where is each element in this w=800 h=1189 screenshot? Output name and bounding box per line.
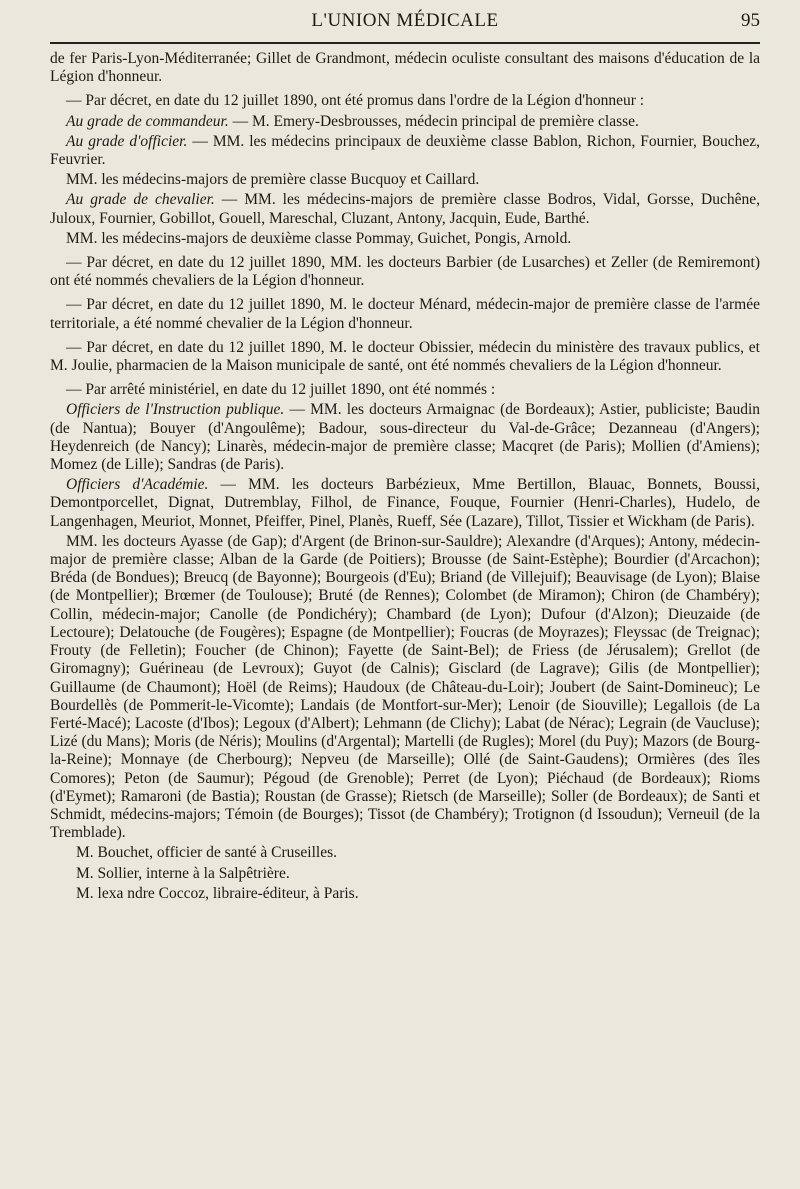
paragraph: — Par décret, en date du 12 juillet 1890, MM. les docteurs Barbier (de Lusarches) et Zeller (de Remiremont) ont été nommés chevaliers de la Légion d'honneur. xyxy=(50,254,760,290)
grade-label: Au grade de chevalier. xyxy=(66,191,215,209)
paragraph: de fer Paris-Lyon-Méditerranée; Gillet de Grandmont, médecin oculiste consultant des maisons d'éducation de la Légion d'honneur. xyxy=(50,50,760,86)
paragraph-text: — MM. les docteurs Barbézieux, Mme Bertillon, Blauac, Bonnets, Boussi, Demontporcellet, Dignat, Dutremblay, Filhol, de Finance, Fouque, Fournier (Henri-Charles), Hudelo, de Langenhagen, Meuriot, Monnet, Pfeiffer, Pinel, Planès, Rueff, Sée (Lazare), Tillot, Tissier et Wickham (de Paris). xyxy=(50,476,760,530)
paragraph: Au grade de commandeur. — M. Emery-Desbrousses, médecin principal de première classe. xyxy=(66,112,639,130)
grade-label: Au grade d'officier. xyxy=(66,132,188,150)
paragraph: — Par décret, en date du 12 juillet 1890, M. le docteur Obissier, médecin du ministère des travaux publics, et M. Joulie, pharmacien de la Maison municipale de santé, ont été nommés chevaliers de la Légion d'honneur. xyxy=(50,338,760,375)
paragraph: Au grade d'officier. — MM. les médecins principaux de deuxième classe Bablon, Richon, Fournier, Bouchez, Feuvrier. xyxy=(50,132,761,169)
paragraph xyxy=(50,401,760,474)
section-label: Officiers d'Académie. xyxy=(66,476,209,494)
running-title: L'UNION MÉDICALE xyxy=(311,10,499,31)
paragraph-text: MM. les médecins-majors de première classe Bodros, Vidal, Gorsse, Duchêne, Juloux, Fournier, Gobillot, Gouell, Mareschal, Cluzant, Antony, Jacquin, Eude, Barthé. xyxy=(50,191,760,227)
paragraph-text: — MM. les docteurs Armaignac (de Bordeaux); Astier, publiciste; Baudin (de Nantua); Bouyer (d'Angoulême); Badour, sous-directeur du Val-de-Grâce; Dezanneau (d'Angers); Heydenreich (de Nancy); Linarès, médecin-major de première classe; Macqret (de Paris); Mollien (d'Amiens); Momez (de Lille); Sandras (de Paris). xyxy=(50,401,761,474)
paragraph: M. Sollier, interne à la Salpêtrière. xyxy=(76,864,290,882)
header-rule xyxy=(50,42,760,44)
page-header xyxy=(50,8,760,38)
paragraph: MM. les docteurs Ayasse (de Gap); d'Argent (de Brinon-sur-Sauldre); Alexandre (d'Arques); Antony, médecin-major de première classe; Alban de la Garde (de Poitiers); Brousse (de Saint-Estèphe); Bourdier (d'Arcachon); Bréda (de Bondues); Breucq (de Bayonne); Bourgeois (d'Eu); Briand (de Villejuif); Beauvisage (de Lyon); Blaise (de Montpellier); Brœmer (de Toulouse); Bruté (de Rennes); Colombet (de Miramon); Chiron (de Chambéry); Collin, médecin-major; Canolle (de Pondichéry); Chambard (de Lyon); Dufour (d'Alzon); Dieuzaide (de Lectoure); Delatouche (de Fougères); Espagne (de Montpellier); Foucras (de Moyrazes); Fleyssac (de Treignac); Frouty (de Felletin); Foucher (de Chinon); Fayette (de Saint-Bel); de Friess (de Jérusalem); Grellot (de Giromagny); Guérineau (de Levroux); Guyot (de Calnis); Gisclard (de Lagrave); Gilis (de Montpellier); Guillaume (de Chaumont); Hoël (de Reims); Haudoux (de Château-du-Loir); Joubert (de Saint-Domineuc); Le Bourdellès (de Pommerit-le-Vicomte); Landais (de Montfort-sur-Mer); Lenoir (de Siouville); Legallois (de La Ferté-Macé); Lacoste (d'Ibos); Legoux (d'Albert); Lehmann (de Clichy); Labat (de Nérac); Legrain (de Vaucluse); Lizé (du Mans); Moris (de Néris); Moulins (d'Argental); Martelli (de Rugles); Morel (du Puy); Mazors (de Bourg-la-Reine); Monnaye (de Cherbourg); Nepveu (de Marseille); Ollé (de Saint-Gaudens); Ormières (des îles Comores); Peton (de Saumur); Pégoud (de Grenoble); Perret (de Lyon); Piéchaud (de Bordeaux); Rioms (d'Eymet); Ramaroni (de Bastia); Roustan (de Grasse); Rietsch (de Marseille); Soller (de Bordeaux); de Santi et Schmidt, médecins-majors; Témoin (de Bourges); Tissot (de Chambéry); Trotignon (d Issoudun); Verneuil (de la Tremblade). xyxy=(50,532,760,842)
paragraph-text: MM. les médecins principaux de deuxième classe Bablon, Richon, Fournier, Bouchez, Feuvrier. xyxy=(50,132,761,169)
page-number: 95 xyxy=(741,10,760,31)
paragraph: — Par arrêté ministériel, en date du 12 juillet 1890, ont été nommés : xyxy=(66,381,496,399)
body-text xyxy=(50,50,760,903)
paragraph: MM. les médecins-majors de première classe Bucquoy et Caillard. xyxy=(66,171,480,189)
paragraph: M. Bouchet, officier de santé à Cruseilles. xyxy=(76,844,337,862)
paragraph: MM. les médecins-majors de deuxième classe Pommay, Guichet, Pongis, Arnold. xyxy=(66,229,572,247)
paragraph: Au grade de chevalier. — MM. les médecins-majors de première classe Bodros, Vidal, Gorsse, Duchêne, Juloux, Fournier, Gobillot, Gouell, Mareschal, Cluzant, Antony, Jacquin, Eude, Barthé. xyxy=(50,191,760,227)
paragraph-text: M. Emery-Desbrousses, médecin principal de première classe. xyxy=(251,112,639,130)
grade-label: Au grade de commandeur. xyxy=(66,112,229,130)
paragraph: M. lexa ndre Coccoz, libraire-éditeur, à Paris. xyxy=(76,884,359,902)
paragraph xyxy=(50,476,760,531)
paragraph: — Par décret, en date du 12 juillet 1890, ont été promus dans l'ordre de la Légion d'honneur : xyxy=(66,92,645,110)
paragraph: — Par décret, en date du 12 juillet 1890, M. le docteur Ménard, médecin-major de première classe de l'armée territoriale, a été nommé chevalier de la Légion d'honneur. xyxy=(50,296,760,332)
section-label: Officiers de l'Instruction publique. xyxy=(66,401,285,419)
